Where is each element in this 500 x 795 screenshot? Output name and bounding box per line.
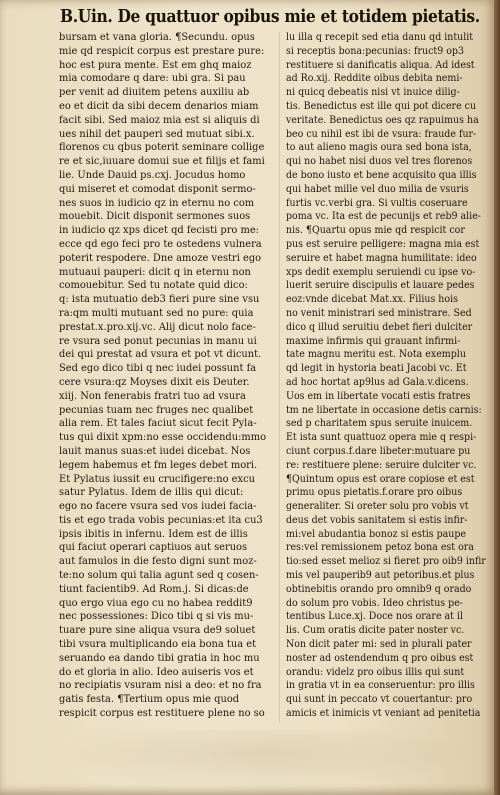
text-line: mutuaui pauperi: dicit q in eternu non (59, 265, 251, 278)
page-header: B.Uin. De quattuor opibus mie et totidem pietatis. (60, 6, 480, 27)
text-line: lie. Unde Dauid ps.cxj. Jocudus homo (59, 168, 246, 181)
text-line: lu illa q recepit sed etia danu qd intulit (286, 31, 474, 43)
text-line: quo ergo viua ego cu no habea reddit9 (59, 596, 253, 609)
text-line: luerit seruire discipulis et lauare pedes (286, 279, 475, 292)
text-line: generaliter. Si oreter solu pro vobis vt (286, 500, 469, 513)
text-line: do solum pro vobis. Ideo christus pe- (286, 596, 463, 609)
text-line: aut famulos in die festo digni sunt moz- (59, 555, 257, 568)
text-line: respicit corpus est restituere plene no so (59, 707, 265, 720)
text-line: obtinebitis orando pro omnib9 q orado (286, 582, 472, 595)
text-line: tm ne libertate in occasione detis carnis: (286, 403, 482, 416)
text-line: primu opus pietatis.f.orare pro oibus (286, 486, 463, 499)
text-line: si receptis bona:pecunias: fruct9 op3 (286, 44, 465, 57)
text-line: mie qd respicit corpus est prestare pure: (59, 44, 265, 57)
text-line: pus est seruire pelligere: magna mia est (286, 237, 480, 250)
page-edge (494, 0, 500, 795)
text-line: in gratia vt in ea conseruentur: pro illis (286, 679, 475, 692)
text-line: ¶Quintum opus est orare copiose et est (286, 472, 475, 485)
text-line: cere vsura:qz Moyses dixit eis Deuter. (59, 375, 250, 388)
text-line: qd legit in hystoria beati Jacobi vc. Et (286, 362, 467, 375)
text-line: bursam et vana gloria. ¶Secundu. opus (59, 31, 255, 43)
text-line: nec possessiones: Dico tibi q si vis mu- (59, 610, 254, 623)
text-line: qui habet mille vel duo milia de vsuris (286, 182, 469, 195)
text-line: tis. Benedictus est ille qui pot dicere cu (286, 99, 477, 112)
text-line: re et sic,iuuare domui sue et filijs et fami (59, 155, 265, 168)
text-line: Non dicit pater mi: sed in plurali pater (286, 638, 472, 651)
text-line: re vsura sed ponut pecunias in manu ui (59, 334, 257, 347)
text-line: ipsis ibitis in infernu. Idem est de illis (59, 527, 248, 540)
text-line: eo et dicit da sibi decem denarios miam (59, 99, 259, 112)
text-line: gatis festa. ¶Tertium opus mie quod (59, 693, 240, 706)
text-line: per venit ad diuitem petens auxiliu ab (59, 86, 250, 99)
text-line: poterit respodere. Dne amoze vestri ego (59, 251, 262, 264)
text-line: xps dedit exemplu seruiendi cu ipse vo- (286, 265, 476, 278)
text-line: mia comodare q dare: ubi gra. Si pau (59, 72, 246, 85)
text-line: Sed ego dico tibi q nec iudei possunt fa (59, 362, 257, 375)
text-line: pecunias tuam nec fruges nec qualibet (59, 403, 254, 416)
left-text-column (59, 31, 271, 721)
text-line: no recipiatis vsuram nisi a deo: et no fra (59, 679, 262, 692)
right-text-column (286, 31, 492, 721)
text-line: to aut alieno magis oura sed bona ista, (286, 141, 472, 154)
text-line: qui no habet nisi duos vel tres florenos (286, 155, 473, 168)
column-gutter (279, 32, 280, 722)
text-line: tentibus Luce.xj. Doce nos orare at il (286, 610, 464, 623)
text-line: tate magnu meritu est. Nota exemplu (286, 348, 466, 361)
text-line: qui faciut operari captiuos aut seruos (59, 541, 248, 554)
text-line: poma vc. Ita est de pecunijs et reb9 alie- (286, 210, 481, 223)
text-line: ni quicq debeatis nisi vt inuice dilig- (286, 86, 460, 99)
text-line: tis et ego trada vobis pecunias:et ita cu3 (59, 513, 263, 526)
text-line: satur Pylatus. Idem de illis qui dicut: (59, 486, 244, 499)
text-line: amicis et inimicis vt veniant ad penitetia (286, 707, 481, 720)
text-line: xiij. Non fenerabis fratri tuo ad vsura (59, 389, 246, 402)
text-line: sed p charitatem spus seruite inuicem. (286, 417, 473, 430)
text-line: legem habemus et fm leges debet mori. (59, 458, 258, 471)
text-line: no venit ministrari sed ministrare. Sed (286, 306, 472, 319)
text-line: eoz:vnde dicebat Mat.xx. Filius hois (286, 293, 458, 306)
text-line: mouebit. Dicit disponit sermones suos (59, 210, 251, 223)
text-line: tiunt facientib9. Ad Rom.j. Si dicas:de (59, 582, 249, 595)
text-line: dico q illud seruitiu debet fieri dulciter (286, 320, 473, 333)
text-line: mi:vel abudantia bonoz si estis paupe (286, 527, 467, 540)
text-line: noster ad ostendendum q pro oibus est (286, 651, 474, 664)
text-line: re: restituere plene: seruire dulciter vc. (286, 458, 477, 471)
text-line: facit sibi. Sed maioz mia est si aliquis di (59, 113, 260, 126)
text-line: Et Pylatus iussit eu crucifigere:no excu (59, 472, 255, 485)
text-line: beo cu nihil est ibi de vsura: fraude fur- (286, 127, 477, 140)
text-line: maxime infirmis qui grauant infirmi- (286, 334, 461, 347)
text-line: tus qui dixit xpm:no esse occidendu:mmo (59, 431, 267, 444)
text-line: de bono iusto et bene acquisito qua illis (286, 168, 477, 181)
text-line: qui miseret et comodat disponit sermo- (59, 182, 256, 195)
text-line: lis. Cum oratis dicite pater noster vc. (286, 624, 465, 637)
text-line: comouebitur. Sed tu notate quid dico: (59, 279, 248, 292)
text-line: alia rem. Et tales faciut sicut fecit Pyla- (59, 417, 257, 430)
text-line: Uos em in libertate vocati estis fratres (286, 389, 471, 402)
text-line: florenos cu qbus poterit seminare collige (59, 141, 265, 154)
text-line: ciunt corpus.f.dare libeter:mutuare pu (286, 444, 471, 457)
text-line: ad Ro.xij. Reddite oibus debita nemi- (286, 72, 463, 85)
text-line: q: ista mutuatio deb3 fieri pure sine vsu (59, 293, 260, 306)
text-line: hoc est pura mente. Est em ghq maioz (59, 58, 252, 71)
text-line: tibi vsura multiplicando eia bona tua et (59, 638, 257, 651)
text-line: dei qui prestat ad vsura et pot vt dicunt. (59, 348, 262, 361)
text-line: ues nihil det pauperi sed mutuat sibi.x. (59, 127, 255, 140)
text-line: deus det vobis sanitatem si estis infir- (286, 513, 468, 526)
text-line: ad hoc hortat ap9lus ad Gala.v.dicens. (286, 375, 469, 388)
text-line: in iudicio qz xps dicet qd fecisti pro me: (59, 224, 260, 237)
text-line: seruire et habet magna humilitate: ideo (286, 251, 477, 264)
text-line: mis vel pauperib9 aut petoribus.et plus (286, 569, 475, 582)
text-line: do et gloria in alio. Ideo auiseris vos et (59, 665, 254, 678)
show-through-stain (40, 730, 470, 790)
text-line: prestat.x.pro.xij.vc. Alij dicut nolo face- (59, 320, 256, 333)
text-line: furtis vc.verbi gra. Si vultis coseruare (286, 196, 468, 209)
text-line: orandu: videlz pro oibus illis qui sunt (286, 665, 465, 678)
text-line: lauit manus suas:et iudei dicebat. Nos (59, 444, 251, 457)
text-line: ecce qd ego feci pro te ostedens vulnera (59, 237, 262, 250)
text-line: te:no solum qui talia agunt sed q cosen- (59, 569, 259, 582)
text-line: qui sunt in peccato vt couertantur: pro (286, 693, 473, 706)
text-line: tio:sed esset melioz si fieret pro oib9 infir (286, 555, 486, 568)
text-line: tuare pure sine aliqua vsura de9 soluet (59, 624, 256, 637)
text-line: ra:qm multi mutuant sed no pure: quia (59, 306, 254, 319)
text-line: nis. ¶Quartu opus mie qd respicit cor (286, 224, 465, 237)
text-line: veritate. Benedictus oes qz rapuimus ha (286, 113, 479, 126)
text-line: ego no facere vsura sed vos iudei facia- (59, 500, 257, 513)
text-line: restituere si danificatis aliqua. Ad idest (286, 58, 475, 71)
text-line: nes suos in iudicio qz in eternu no com (59, 196, 255, 209)
text-line: Et ista sunt quattuoz opera mie q respi- (286, 431, 477, 444)
text-line: seruando ea dando tibi gratia in hoc mu (59, 651, 260, 664)
text-line: res:vel remissionem petoz bona est ora (286, 541, 474, 554)
